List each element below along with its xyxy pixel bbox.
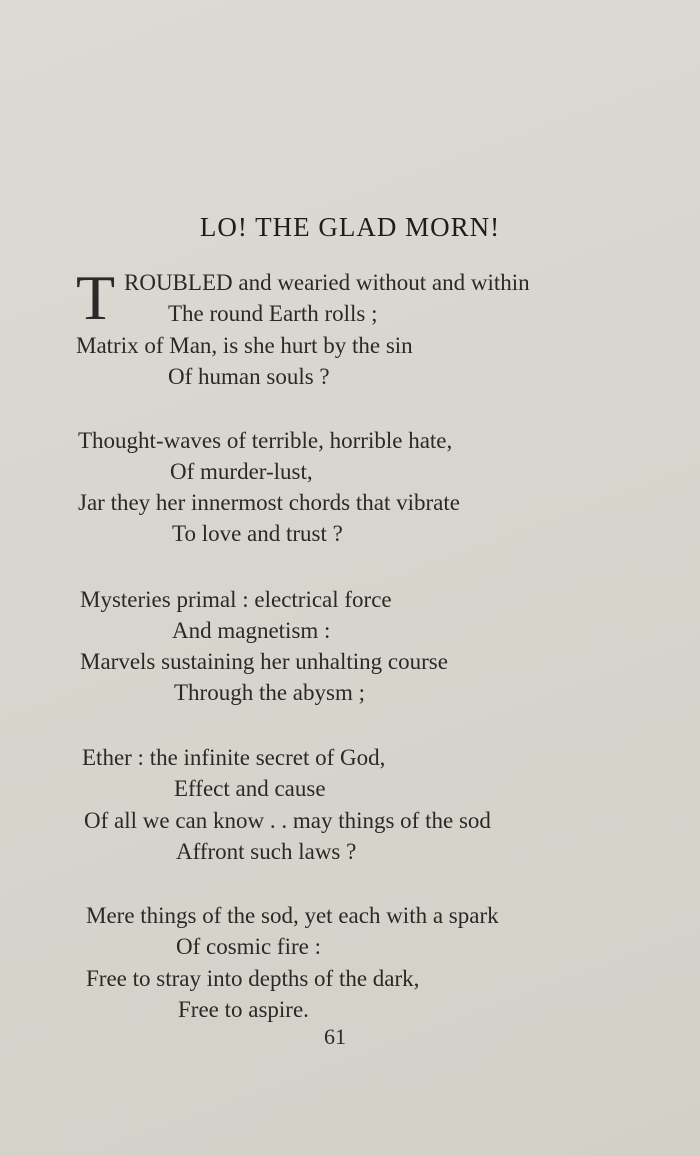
drop-cap: T: [76, 262, 116, 333]
poem-line: Of murder-lust,: [170, 459, 313, 484]
poem-line: Through the abysm ;: [174, 680, 365, 705]
poem-line: Effect and cause: [174, 776, 326, 801]
poem-line: ROUBLED and wearied without and within: [124, 270, 530, 295]
poem-line: Mysteries primal : electrical force: [80, 587, 392, 612]
page-number: 61: [324, 1024, 346, 1049]
poem-line: Matrix of Man, is she hurt by the sin: [76, 333, 413, 358]
poem-title: LO! THE GLAD MORN!: [199, 212, 501, 242]
poem-line: Of human souls ?: [168, 364, 330, 389]
poem-line: Free to aspire.: [178, 997, 309, 1022]
poem-line: Thought-waves of terrible, horrible hate,: [78, 428, 453, 453]
poem-line: Jar they her innermost chords that vibrate: [78, 490, 460, 515]
poem-line: Free to stray into depths of the dark,: [86, 966, 420, 991]
poem-line: The round Earth rolls ;: [168, 301, 378, 326]
poem-line: Mere things of the sod, yet each with a spark: [86, 903, 499, 928]
poem-line: Of all we can know . . may things of the sod: [84, 808, 491, 833]
poem-line: And magnetism :: [172, 618, 331, 643]
poem-line: To love and trust ?: [172, 521, 343, 546]
poem-line: Ether : the infinite secret of God,: [82, 745, 386, 770]
poem-line: Marvels sustaining her unhalting course: [80, 649, 448, 674]
poem-line: Of cosmic fire :: [176, 934, 321, 959]
poem-line: Affront such laws ?: [176, 839, 357, 864]
